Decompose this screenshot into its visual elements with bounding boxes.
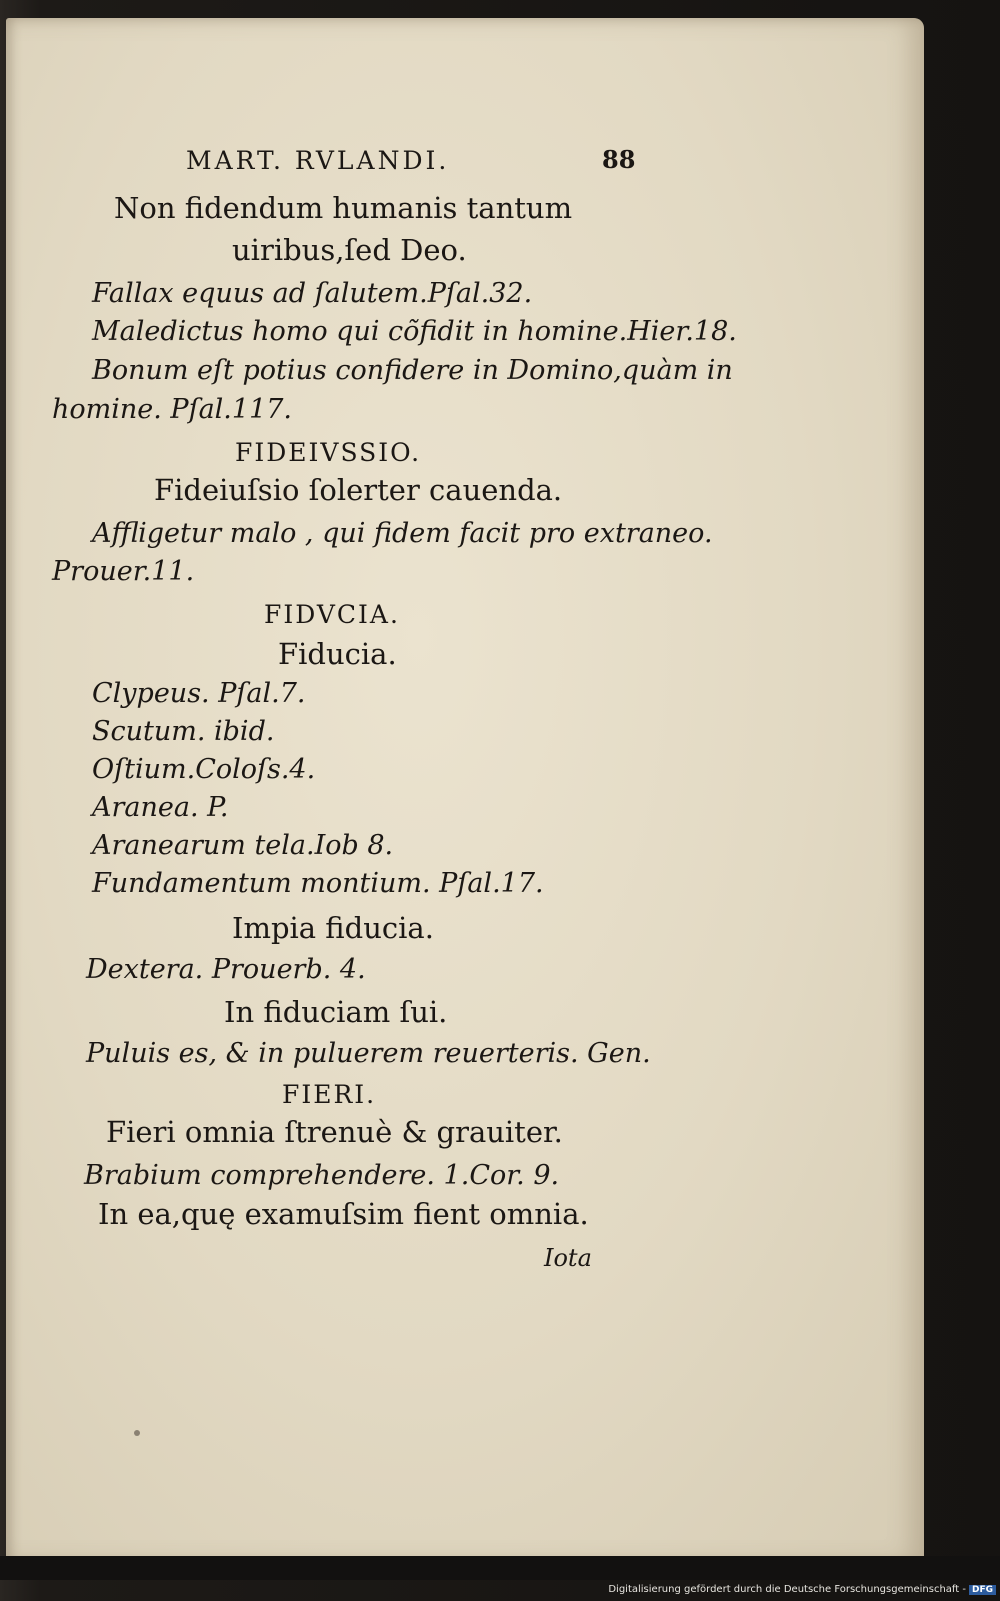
section-title: FIERI. xyxy=(282,1080,377,1109)
running-header: MART. RVLANDI. xyxy=(186,146,450,175)
heading-line: In fiduciam ſui. xyxy=(224,995,448,1029)
citation-line: Scutum. ibid. xyxy=(92,716,275,747)
catchword: Iota xyxy=(544,1244,592,1272)
citation-line: Prouer.11. xyxy=(52,556,195,587)
citation-line: Maledictus homo qui cõfidit in homine.Hier.18. xyxy=(92,316,737,347)
book-page xyxy=(6,18,924,1563)
citation-line: homine. Pſal.117. xyxy=(52,394,293,425)
page-number: 88 xyxy=(602,145,636,174)
citation-line: Clypeus. Pſal.7. xyxy=(92,678,306,709)
citation-line: Affligetur malo , qui fidem facit pro extraneo. xyxy=(92,518,713,549)
citation-line: Dextera. Prouerb. 4. xyxy=(86,954,366,985)
section-title: FIDVCIA. xyxy=(264,600,400,629)
section-title: FIDEIVSSIO. xyxy=(235,438,422,467)
dfg-logo: DFG xyxy=(969,1585,996,1595)
citation-line: Oſtium.Coloſs.4. xyxy=(92,754,316,785)
heading-line: In ea,quę examuſsim fient omnia. xyxy=(98,1197,589,1231)
citation-line: Fundamentum montium. Pſal.17. xyxy=(92,868,544,899)
heading-line: uiribus,ſed Deo. xyxy=(232,233,467,267)
citation-line: Brabium comprehendere. 1.Cor. 9. xyxy=(84,1160,560,1191)
citation-line: Aranea. P. xyxy=(92,792,229,823)
heading-line: Non fidendum humanis tantum xyxy=(114,191,573,225)
citation-line: Puluis es, & in puluerem reuerteris. Gen. xyxy=(86,1038,651,1069)
citation-line: Bonum eſt potius confidere in Domino,quàm in xyxy=(92,355,733,386)
citation-line: Fallax equus ad ſalutem.Pſal.32. xyxy=(92,278,533,309)
heading-line: Fideiuſsio ſolerter cauenda. xyxy=(154,473,563,507)
credit-text: Digitalisierung gefördert durch die Deutsche Forschungsgemeinschaft - xyxy=(608,1584,966,1595)
heading-line: Fieri omnia ſtrenuè & grauiter. xyxy=(106,1115,563,1149)
heading-line: Fiducia. xyxy=(278,637,397,671)
digitization-credit xyxy=(608,1584,996,1595)
paper-speck xyxy=(134,1430,140,1436)
page-bottom-edge xyxy=(0,1556,1000,1580)
heading-line: Impia fiducia. xyxy=(232,911,434,945)
citation-line: Aranearum tela.Iob 8. xyxy=(92,830,394,861)
